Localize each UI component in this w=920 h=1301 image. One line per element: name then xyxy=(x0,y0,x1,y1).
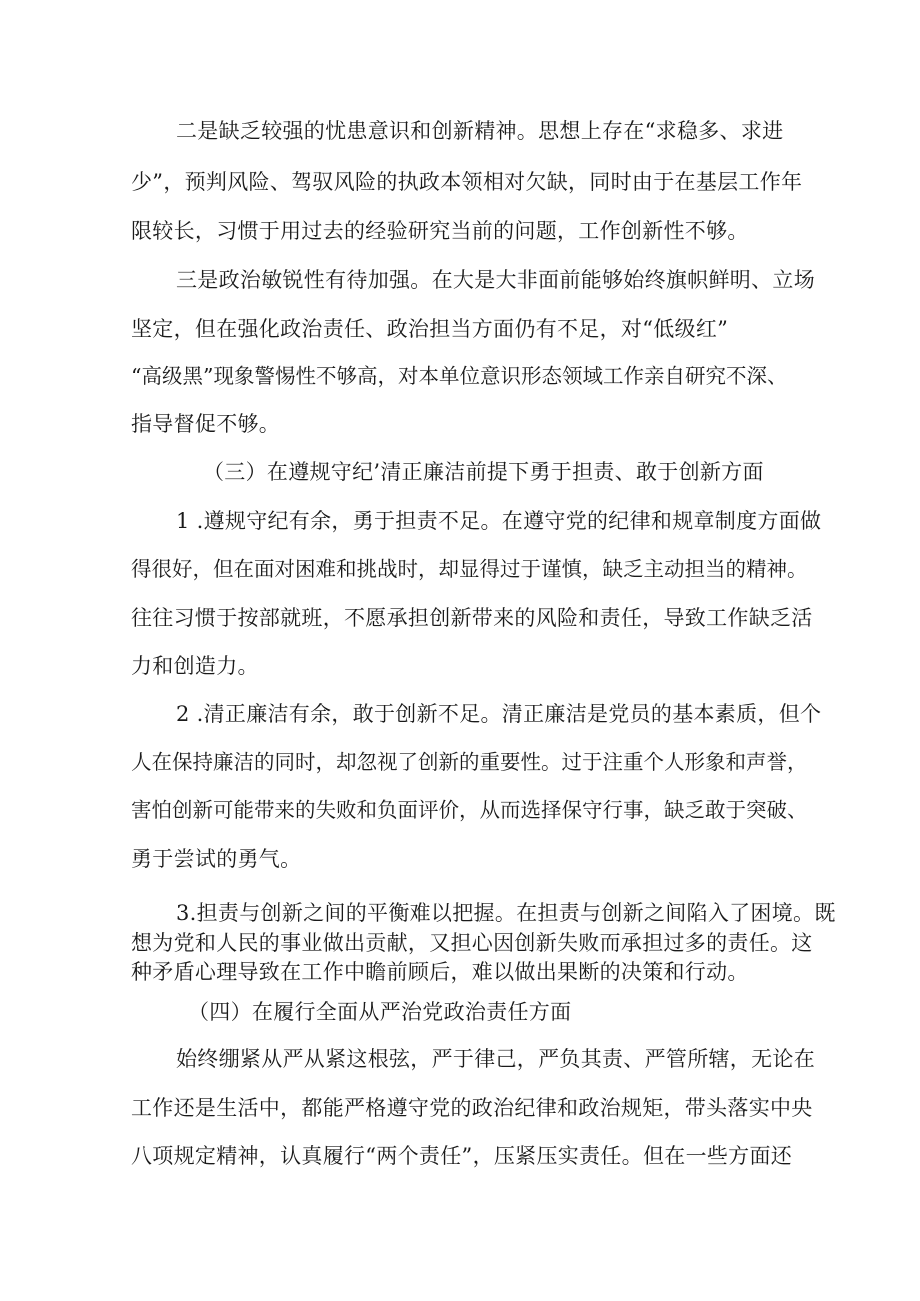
paragraph-line: 八项规定精神，认真履行“两个责任”，压紧压实责任。但在一些方面还 xyxy=(131,1144,793,1168)
paragraph-line: 3.担责与创新之间的平衡难以把握。在担责与创新之间陷入了困境。既 xyxy=(176,901,836,925)
paragraph-line: 工作还是生活中，都能严格遵守党的政治纪律和政治规矩，带头落实中央 xyxy=(131,1096,813,1120)
paragraph-line: 2 .清正廉洁有余，敢于创新不足。清正廉洁是党员的基本素质，但个 xyxy=(176,702,822,726)
paragraph-line: 想为党和人民的事业做出贡献，又担心因创新失败而承担过多的责任。这 xyxy=(131,931,813,955)
paragraph-line: 坚定，但在强化政治责任、政治担当方面仍有不足，对“低级红” xyxy=(131,317,729,341)
paragraph-line: 始终绷紧从严从紧这根弦，严于律己，严负其责、严管所辖，无论在 xyxy=(176,1047,815,1071)
section-heading: （四）在履行全面从严治党政治责任方面 xyxy=(188,1000,572,1024)
paragraph-line: 力和创造力。 xyxy=(131,654,259,678)
paragraph-line: 少”，预判风险、驾驭风险的执政本领相对欠缺，同时由于在基层工作年 xyxy=(131,170,803,194)
paragraph-line: 往往习惯于按部就班，不愿承担创新带来的风险和责任，导致工作缺乏活 xyxy=(131,606,813,630)
paragraph-line: “高级黑”现象警惕性不够高，对本单位意识形态领域工作亲自研究不深、 xyxy=(131,364,788,388)
paragraph-line: 1 .遵规守纪有余，勇于担责不足。在遵守党的纪律和规章制度方面做 xyxy=(176,509,822,533)
paragraph-line: 人在保持廉洁的同时，却忽视了创新的重要性。过于注重个人形象和声誉， xyxy=(131,750,808,774)
paragraph-line: 限较长，习惯于用过去的经验研究当前的问题，工作创新性不够。 xyxy=(131,219,749,243)
paragraph-line: 得很好，但在面对困难和挑战时，却显得过于谨慎，缺乏主动担当的精神。 xyxy=(131,557,808,581)
paragraph-line: 二是缺乏较强的忧患意识和创新精神。思想上存在“求稳多、求进 xyxy=(176,119,784,143)
paragraph-line: 害怕创新可能带来的失败和负面评价，从而选择保守行事，缺乏敢于突破、 xyxy=(131,798,808,822)
paragraph-line: 种矛盾心理导致在工作中瞻前顾后，难以做出果断的决策和行动。 xyxy=(131,960,749,984)
paragraph-line: 指导督促不够。 xyxy=(131,412,281,436)
section-heading: （三）在遵规守纪’清正廉洁前提下勇于担责、敢于创新方面 xyxy=(203,460,764,484)
paragraph-line: 勇于尝试的勇气。 xyxy=(131,847,302,871)
paragraph-line: 三是政治敏锐性有待加强。在大是大非面前能够始终旗帜鲜明、立场 xyxy=(176,268,815,292)
